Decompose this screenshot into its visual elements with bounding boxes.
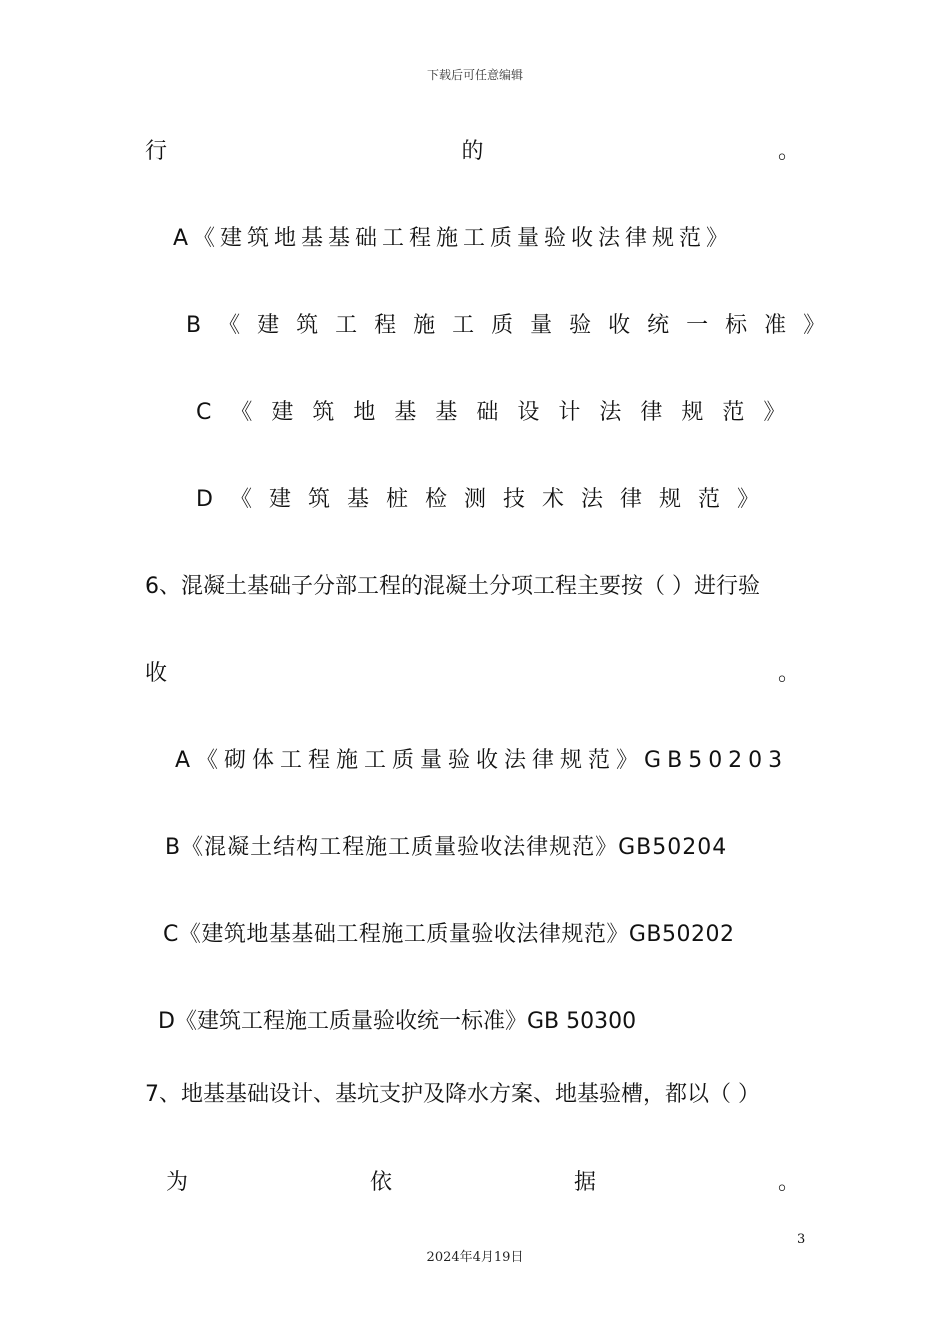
q6-option-d: D《建筑工程施工质量验收统一标准》GB 50300: [158, 1009, 637, 1034]
q5-tail-part: 的: [461, 139, 484, 164]
q6-stem: 6、混凝土基础子分部工程的混凝土分项工程主要按（ ）进行验: [145, 574, 760, 599]
q6-option-b: B《混凝土结构工程施工质量验收法律规范》GB50204: [165, 835, 728, 860]
q7-tail-part: 据: [573, 1170, 596, 1195]
q7-tail-part: 为: [166, 1170, 189, 1195]
q5-option-d: D《建筑基桩检测技术法律规范》: [196, 487, 776, 512]
page-number: 3: [797, 1232, 806, 1247]
q5-option-c: C《建筑地基基础设计法律规范》: [196, 400, 805, 425]
q6-tail-part: 。: [777, 661, 800, 686]
q5-tail-line: [145, 137, 800, 167]
page-footer-date: 2024年4月19日: [426, 1250, 524, 1265]
page-header: 下载后可任意编辑: [426, 68, 523, 82]
q6-tail-part: 收: [145, 661, 168, 686]
q5-tail-part: 。: [777, 139, 800, 164]
q5-tail-part: 行: [145, 139, 168, 164]
q7-tail-part: 依: [369, 1170, 392, 1195]
q7-tail-line: [166, 1168, 800, 1198]
q7-stem: 7、地基基础设计、基坑支护及降水方案、地基验槽，都以（ ）: [145, 1082, 760, 1107]
q5-option-b: B《建筑工程施工质量验收统一标准》: [186, 313, 843, 338]
q7-tail-part: 。: [777, 1170, 800, 1195]
q6-tail-line: [145, 659, 800, 689]
q6-option-a: A《砌体工程施工质量验收法律规范》GB50203: [175, 748, 789, 773]
q6-option-c: C《建筑地基基础工程施工质量验收法律规范》GB50202: [163, 922, 735, 947]
q5-option-a: A《建筑地基基础工程施工质量验收法律规范》: [173, 226, 734, 251]
